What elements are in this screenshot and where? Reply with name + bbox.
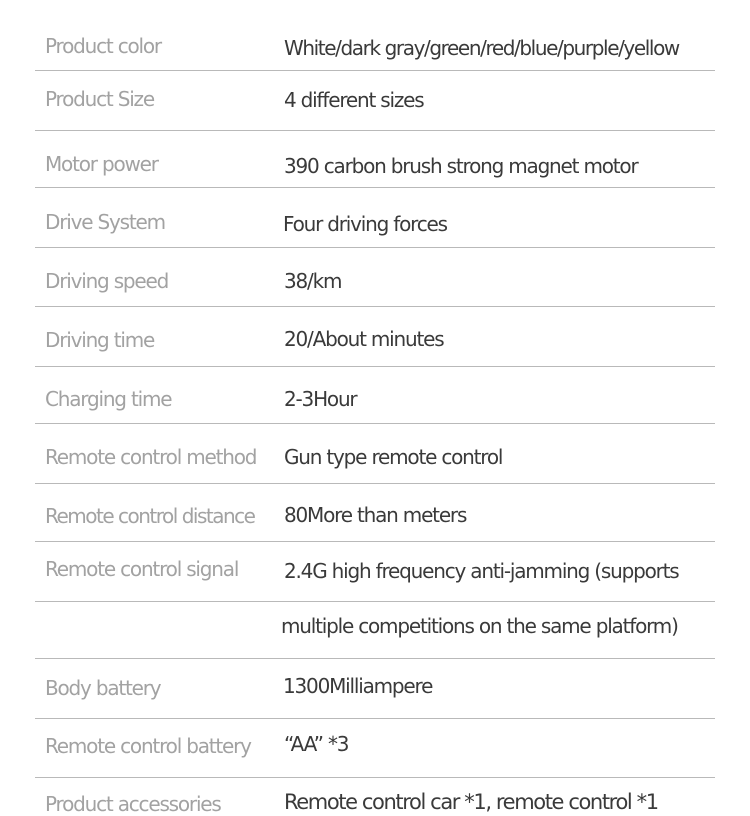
row-divider	[35, 366, 715, 367]
spec-label-remote-control-method: Remote control method	[45, 445, 257, 469]
spec-value-product-size: 4 different sizes	[284, 88, 424, 112]
spec-value-remote-control-distance: 80More than meters	[284, 503, 467, 527]
row-divider	[35, 601, 715, 602]
row-divider	[35, 247, 715, 248]
spec-label-driving-time: Driving time	[45, 328, 155, 352]
row-divider	[35, 70, 715, 71]
spec-value-remote-control-signal-continued: multiple competitions on the same platform)	[281, 614, 678, 638]
spec-label-motor-power: Motor power	[45, 152, 158, 176]
spec-label-remote-control-distance: Remote control distance	[45, 504, 255, 528]
row-divider	[35, 306, 715, 307]
row-divider	[35, 130, 715, 131]
spec-label-drive-system: Drive System	[45, 210, 165, 234]
spec-label-body-battery: Body battery	[45, 676, 161, 700]
spec-label-remote-control-battery: Remote control battery	[45, 734, 251, 758]
row-divider	[35, 777, 715, 778]
spec-label-product-color: Product color	[45, 34, 161, 58]
spec-value-motor-power: 390 carbon brush strong magnet motor	[284, 154, 638, 178]
spec-label-charging-time: Charging time	[45, 387, 172, 411]
row-divider	[35, 541, 715, 542]
spec-label-product-size: Product Size	[45, 87, 154, 111]
row-divider	[35, 658, 715, 659]
row-divider	[35, 423, 715, 424]
spec-value-body-battery: 1300Milliampere	[283, 674, 433, 698]
spec-label-remote-control-signal: Remote control signal	[45, 557, 239, 581]
spec-value-remote-control-signal: 2.4G high frequency anti-jamming (supports	[284, 559, 679, 583]
spec-value-remote-control-method: Gun type remote control	[284, 445, 503, 469]
row-divider	[35, 187, 715, 188]
spec-value-driving-time: 20/About minutes	[284, 327, 444, 351]
spec-label-product-accessories: Product accessories	[45, 792, 221, 816]
row-divider	[35, 483, 715, 484]
spec-value-charging-time: 2-3Hour	[284, 387, 357, 411]
spec-value-driving-speed: 38/km	[284, 269, 342, 293]
spec-value-remote-control-battery: “AA” *3	[284, 732, 349, 756]
spec-value-product-color: White/dark gray/green/red/blue/purple/yellow	[284, 36, 679, 60]
spec-label-driving-speed: Driving speed	[45, 269, 169, 293]
row-divider	[35, 718, 715, 719]
spec-value-drive-system: Four driving forces	[283, 212, 447, 236]
spec-value-product-accessories: Remote control car *1, remote control *1	[284, 790, 658, 814]
